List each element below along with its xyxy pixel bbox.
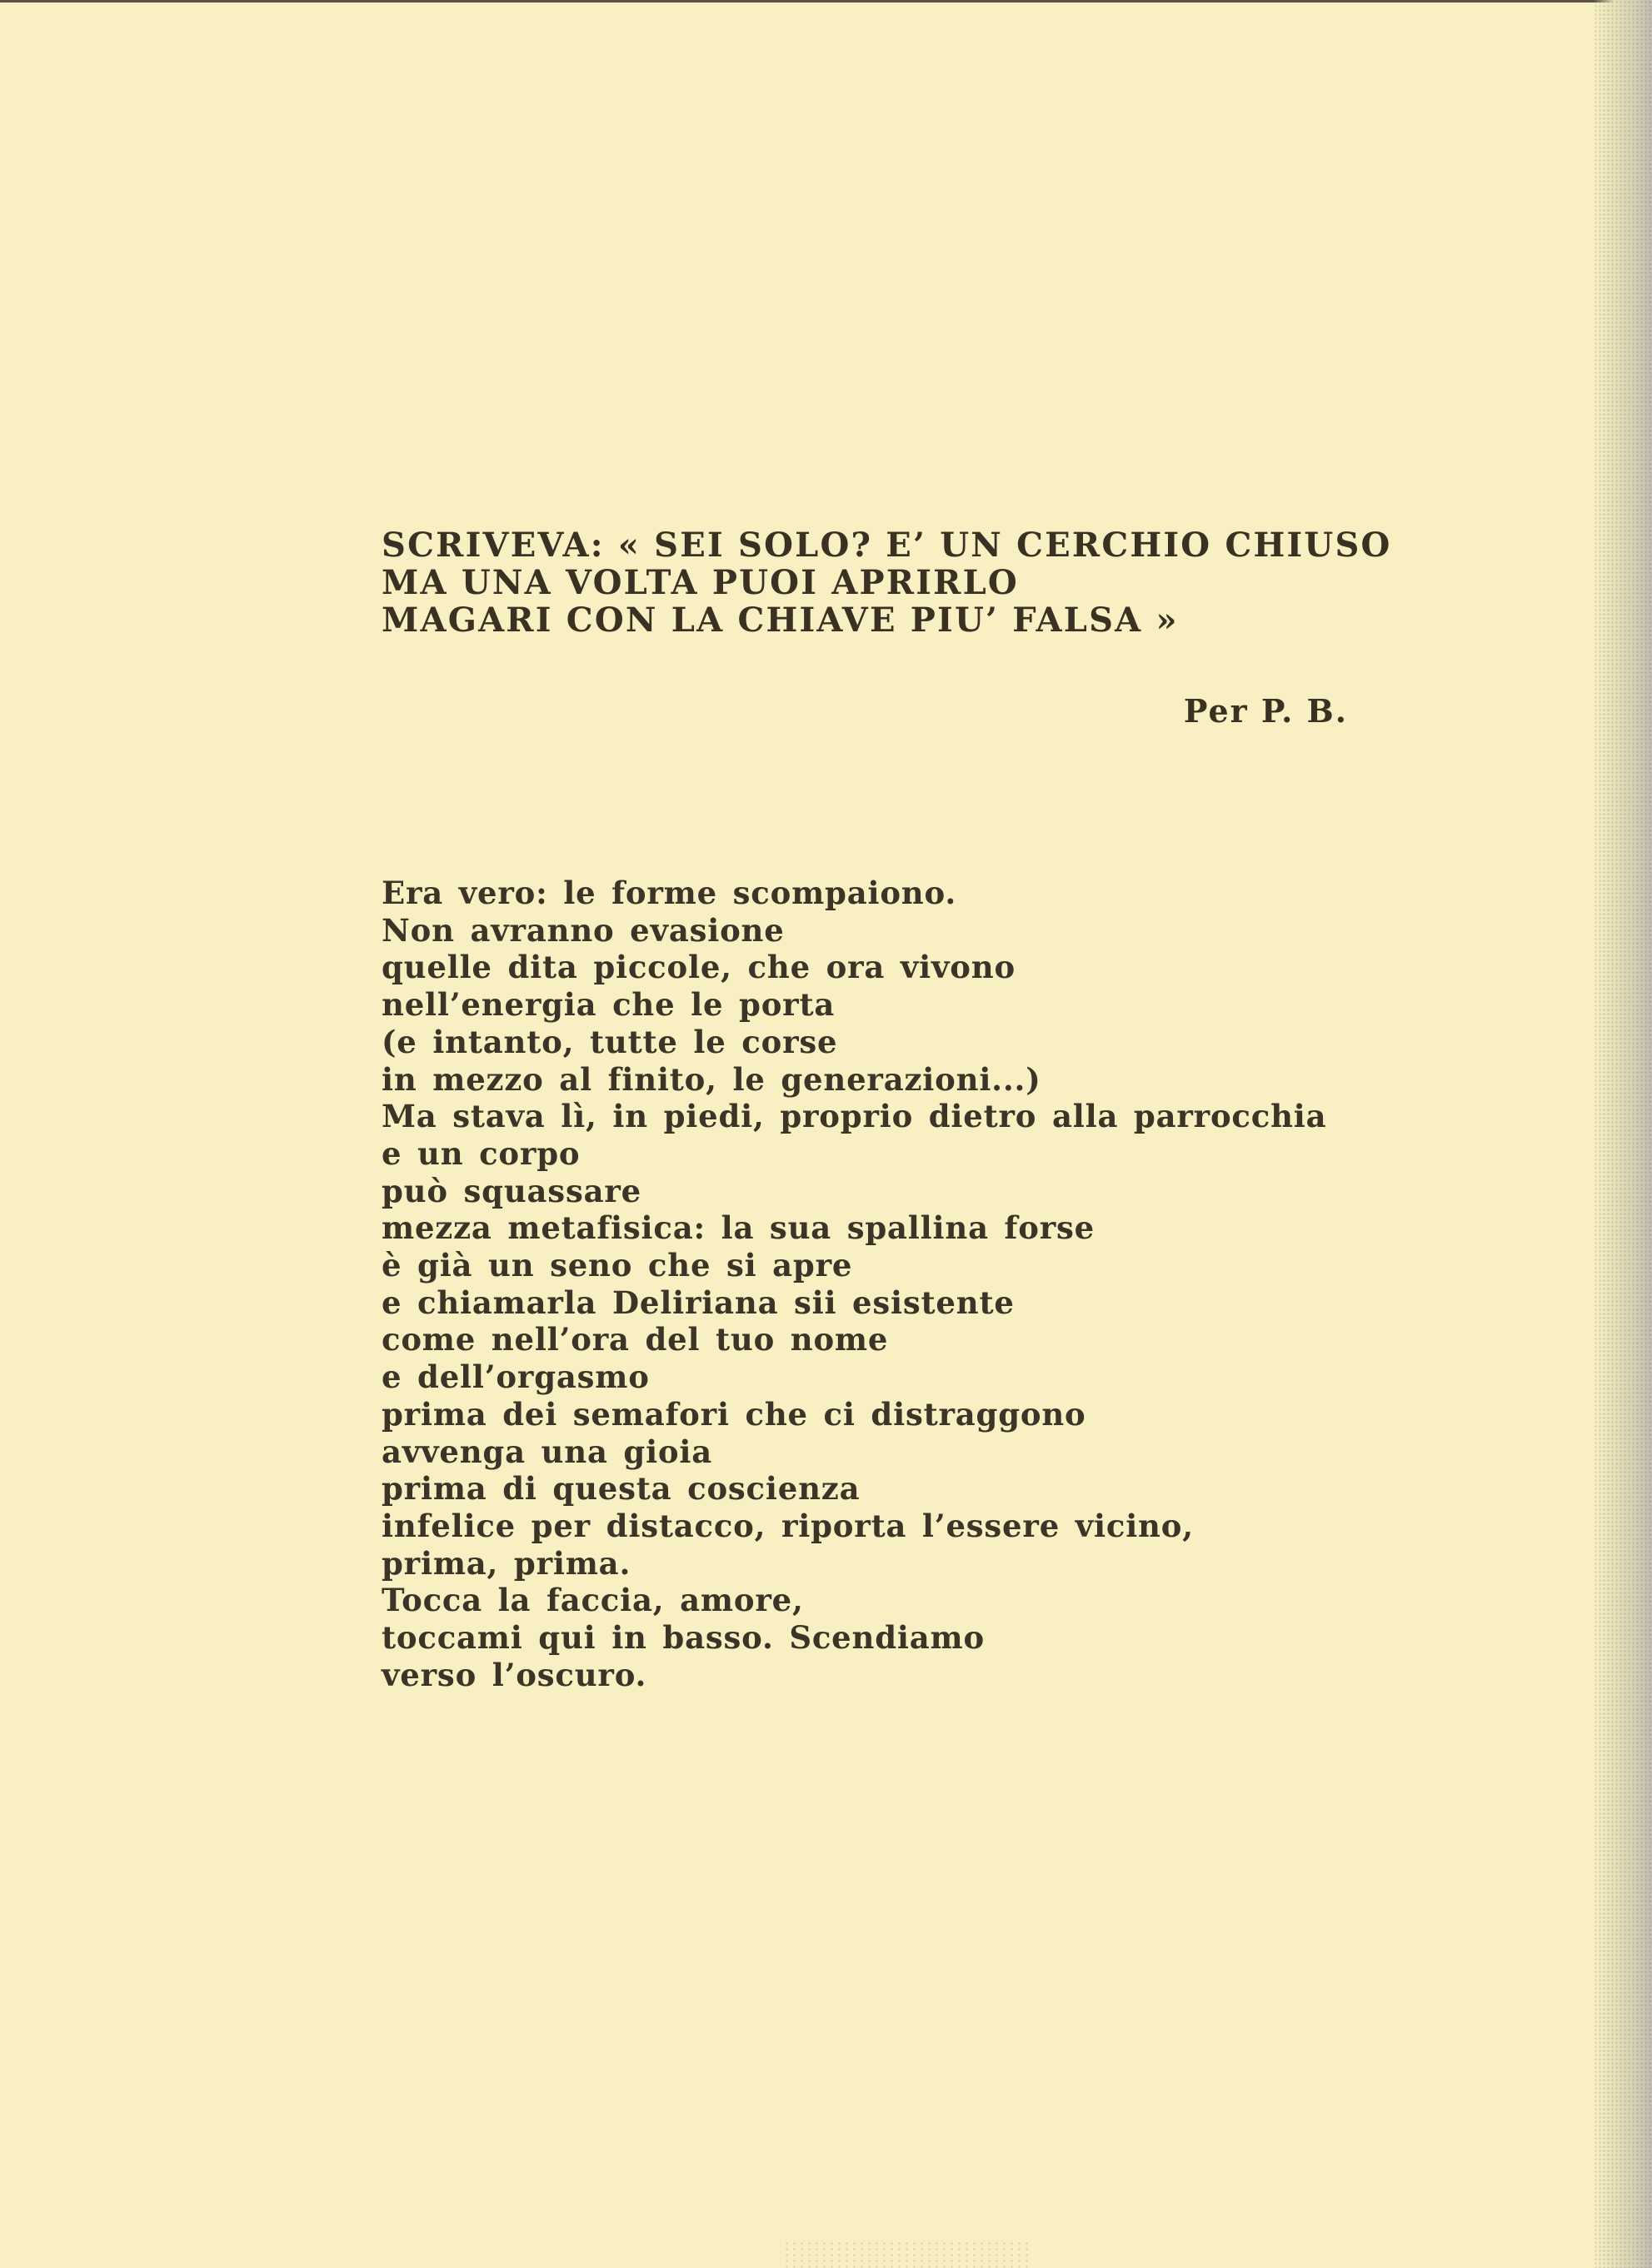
poem-line: Era vero: le forme scompaiono. xyxy=(382,875,957,911)
poem-line: prima dei semafori che ci distraggono xyxy=(382,1395,1086,1433)
title-line-2: MA UNA VOLTA PUOI APRIRLO xyxy=(382,563,1019,602)
poem-title xyxy=(382,526,1392,640)
poem-line: è già un seno che si apre xyxy=(382,1247,853,1284)
title-line-3: MAGARI CON LA CHIAVE PIU’ FALSA » xyxy=(382,601,1179,640)
poem-line: verso l’oscuro. xyxy=(382,1656,647,1693)
poem-line: (e intanto, tutte le corse xyxy=(382,1023,838,1060)
poem-line: Tocca la faccia, amore, xyxy=(382,1582,804,1619)
poem-line: toccami qui in basso. Scendiamo xyxy=(382,1619,985,1657)
scan-specks xyxy=(783,2241,1033,2268)
poem-line: quelle dita piccole, che ora vivono xyxy=(382,949,1016,986)
poem-line: Ma stava lì, in piedi, proprio dietro alla parrocchia xyxy=(382,1098,1327,1135)
dedication: Per P. B. xyxy=(1183,692,1348,730)
poem-line: come nell’ora del tuo nome xyxy=(382,1321,889,1358)
poem-line: e un corpo xyxy=(382,1134,581,1172)
poem-line: prima di questa coscienza xyxy=(382,1470,861,1508)
page-top-rule xyxy=(0,0,1652,2)
page-edge-shadow xyxy=(1594,0,1652,2268)
poem-line: infelice per distacco, riporta l’essere vicino, xyxy=(382,1507,1194,1544)
poem-line: prima, prima. xyxy=(382,1544,631,1582)
poem-line: e chiamarla Deliriana sii esistente xyxy=(382,1284,1015,1321)
poem-body xyxy=(382,875,1381,1693)
poem-line: e dell’orgasmo xyxy=(382,1358,650,1396)
poem-line: nell’energia che le porta xyxy=(382,986,836,1024)
title-line-1: SCRIVEVA: « SEI SOLO? E’ UN CERCHIO CHIUSO xyxy=(382,526,1392,565)
poem-line: mezza metafisica: la sua spallina forse xyxy=(382,1209,1095,1247)
poem-line: in mezzo al finito, le generazioni...) xyxy=(382,1060,1041,1098)
poem-line: può squassare xyxy=(382,1172,641,1209)
poem-line: Non avranno evasione xyxy=(382,911,785,949)
poem-line: avvenga una gioia xyxy=(382,1433,713,1470)
